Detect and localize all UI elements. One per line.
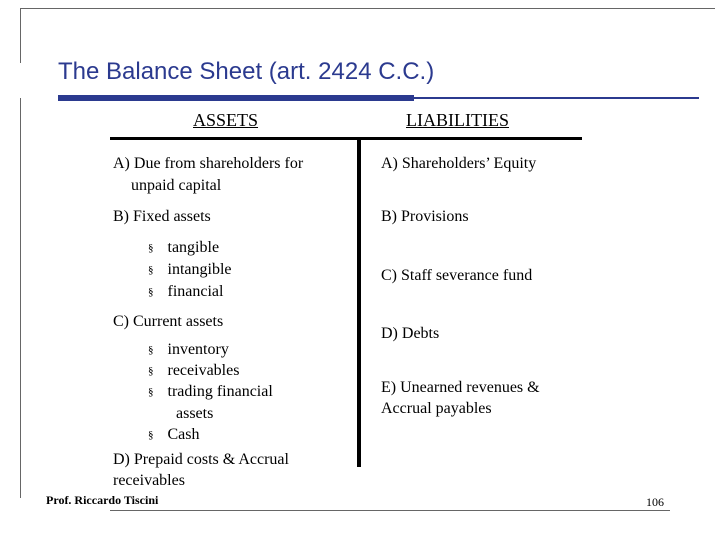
bullet-icon: § (148, 365, 154, 377)
assets-item-c: C) Current assets (113, 313, 224, 330)
slide-title: The Balance Sheet (art. 2424 C.C.) (58, 58, 435, 85)
bullet-icon: § (148, 264, 154, 276)
bullet-icon: § (148, 344, 154, 356)
current-list-item: § Cash (148, 426, 200, 443)
liabilities-item-c: C) Staff severance fund (381, 267, 533, 284)
current-list-item: § trading financial (148, 383, 273, 400)
author-footer: Prof. Riccardo Tiscini (46, 493, 159, 507)
slide-frame-left-upper (20, 8, 21, 63)
liabilities-item-b: B) Provisions (381, 208, 469, 225)
column-divider (357, 137, 361, 467)
liabilities-item-e-line2: Accrual payables (381, 400, 492, 417)
assets-item-d-line2: receivables (113, 472, 185, 489)
title-underline-line (414, 97, 699, 99)
current-list-item: § receivables (148, 362, 240, 379)
assets-header: ASSETS (193, 110, 259, 130)
assets-item-a-line1: A) Due from shareholders for (113, 155, 304, 172)
fixed-list-item: § intangible (148, 261, 232, 278)
liabilities-item-a: A) Shareholders’ Equity (381, 155, 537, 172)
header-rule (110, 137, 582, 140)
bullet-icon: § (148, 242, 154, 254)
title-underline-bar (58, 95, 414, 101)
current-list-item: § inventory (148, 341, 229, 358)
liabilities-item-e-line1: E) Unearned revenues & (381, 379, 540, 396)
fixed-list-item: § tangible (148, 239, 220, 256)
slide-frame-top (20, 8, 715, 9)
current-list-item-continuation: assets (176, 405, 214, 422)
fixed-list-item: § financial (148, 283, 224, 300)
footer-rule (110, 510, 670, 511)
page-number: 106 (646, 495, 664, 509)
liabilities-header: LIABILITIES (406, 110, 509, 130)
bullet-icon: § (148, 429, 154, 441)
assets-item-b: B) Fixed assets (113, 208, 211, 225)
slide-frame-left-lower (20, 98, 21, 498)
liabilities-item-d: D) Debts (381, 325, 440, 342)
bullet-icon: § (148, 286, 154, 298)
bullet-icon: § (148, 386, 154, 398)
assets-item-d-line1: D) Prepaid costs & Accrual (113, 451, 289, 468)
assets-item-a-line2: unpaid capital (131, 177, 222, 194)
